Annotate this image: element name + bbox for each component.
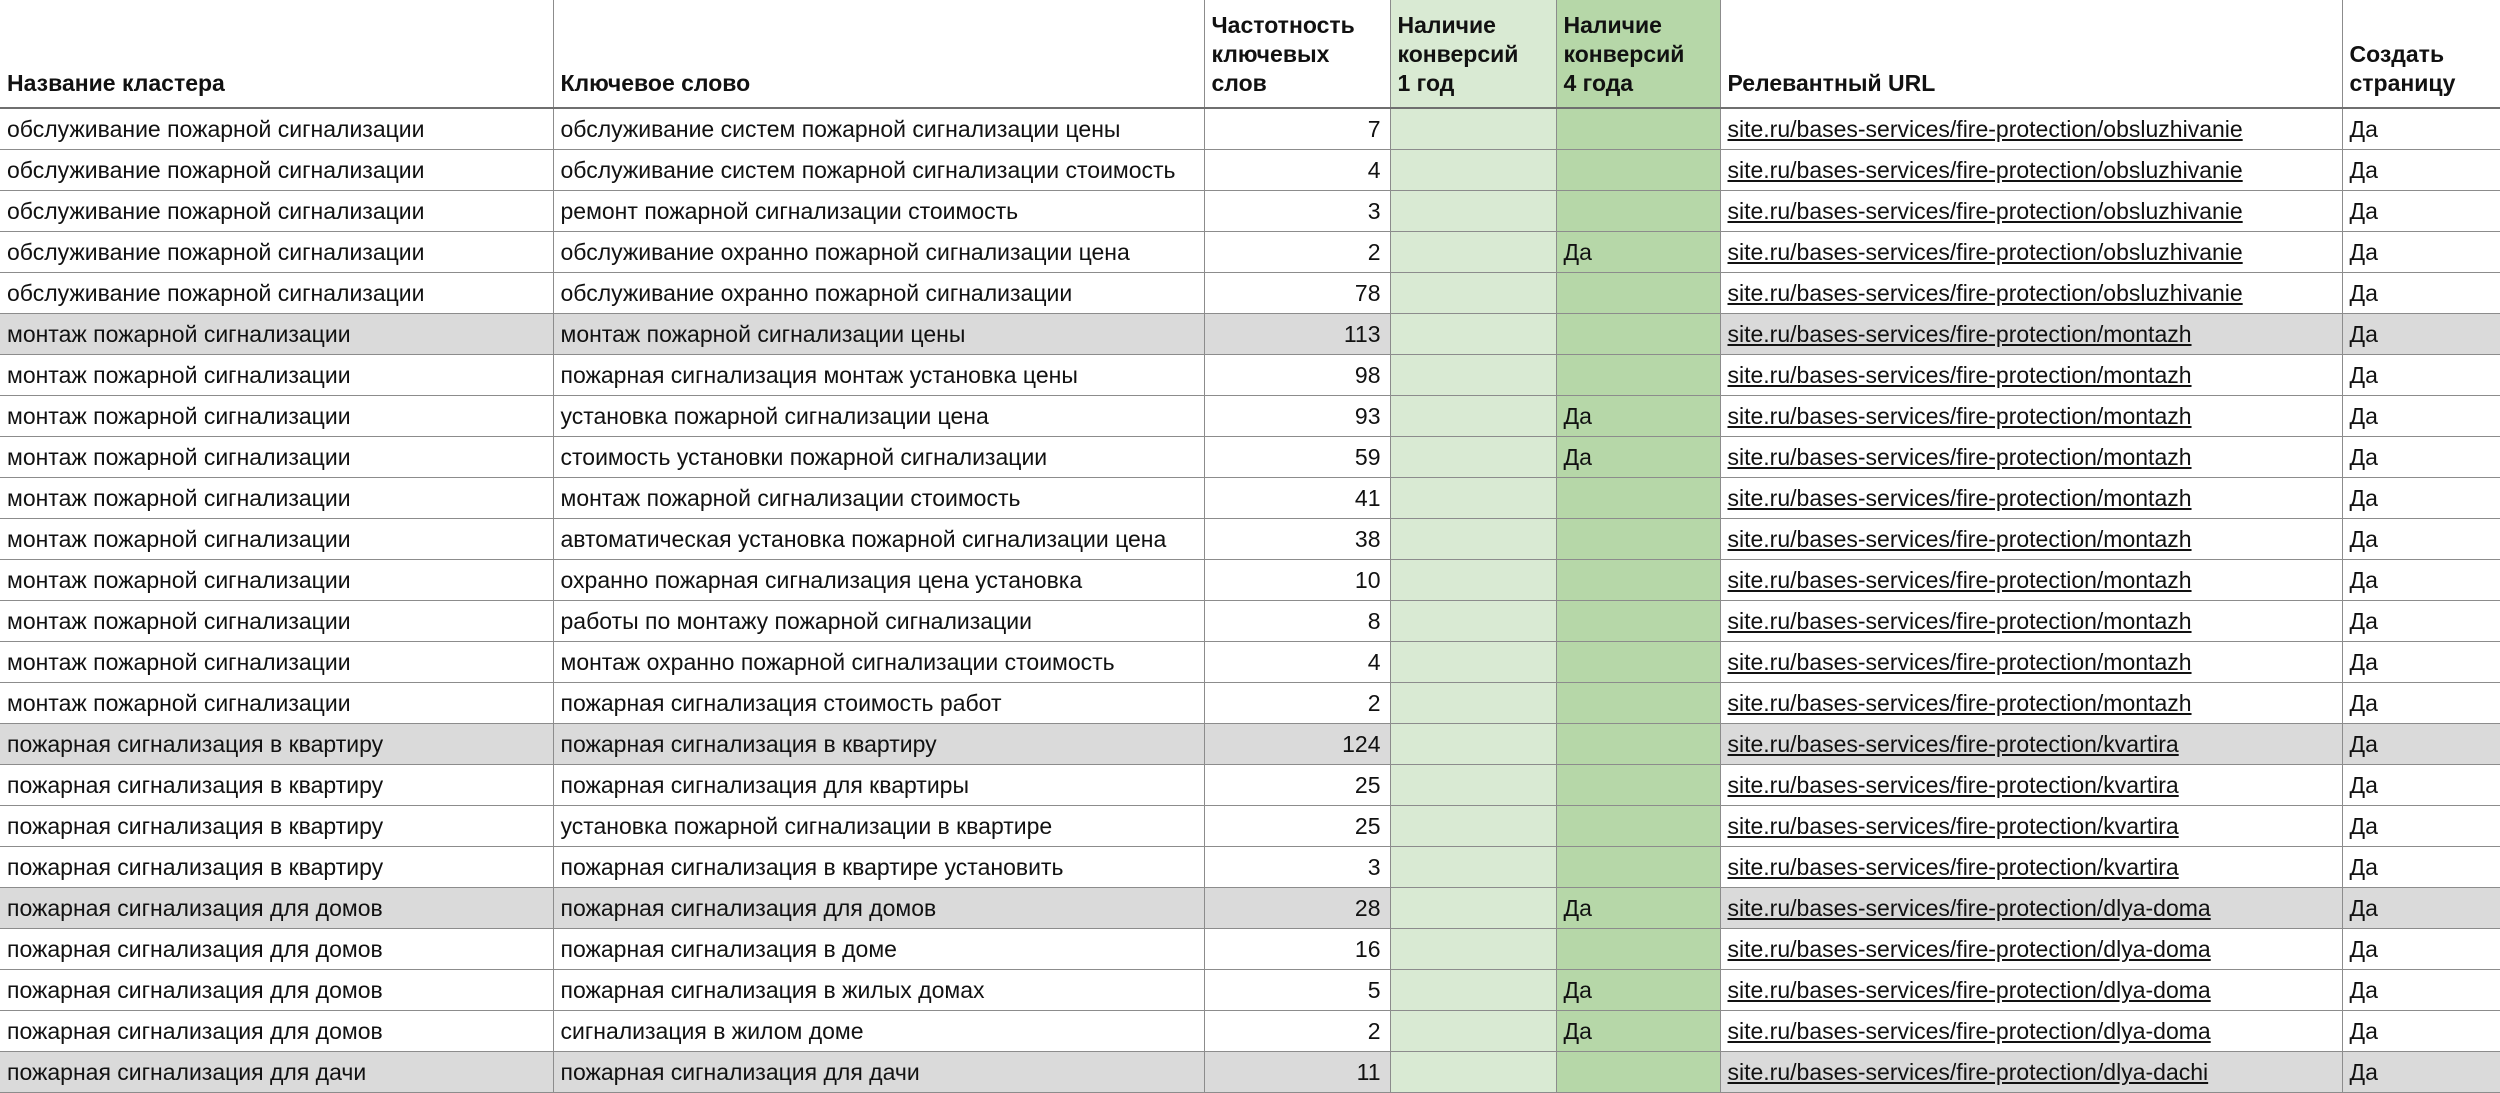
keyword-cell[interactable]: ремонт пожарной сигнализации стоимость — [553, 191, 1204, 232]
cluster-cell[interactable]: пожарная сигнализация для домов — [0, 888, 553, 929]
keyword-cell[interactable]: автоматическая установка пожарной сигнализации цена — [553, 519, 1204, 560]
create-page-cell[interactable]: Да — [2342, 273, 2500, 314]
keyword-cell[interactable]: пожарная сигнализация в квартиру — [553, 724, 1204, 765]
conversions-4-years-cell[interactable] — [1556, 847, 1720, 888]
conversions-1-year-cell[interactable] — [1390, 355, 1556, 396]
conversions-4-years-cell[interactable] — [1556, 683, 1720, 724]
header-relevant-url[interactable]: Релевантный URL — [1720, 0, 2342, 108]
relevant-url-cell[interactable]: site.ru/bases-services/fire-protection/dlya-dachi — [1720, 1052, 2342, 1093]
conversions-1-year-cell[interactable] — [1390, 601, 1556, 642]
table-row — [0, 478, 2500, 519]
table-row — [0, 1011, 2500, 1052]
keyword-cell[interactable]: пожарная сигнализация в доме — [553, 929, 1204, 970]
keyword-cell[interactable]: обслуживание систем пожарной сигнализации цены — [553, 108, 1204, 150]
frequency-cell[interactable]: 3 — [1204, 847, 1390, 888]
relevant-url-cell[interactable]: site.ru/bases-services/fire-protection/dlya-doma — [1720, 929, 2342, 970]
conversions-1-year-cell[interactable] — [1390, 847, 1556, 888]
create-page-cell[interactable]: Да — [2342, 970, 2500, 1011]
cluster-cell[interactable]: обслуживание пожарной сигнализации — [0, 150, 553, 191]
conversions-4-years-cell[interactable]: Да — [1556, 888, 1720, 929]
conversions-1-year-cell[interactable] — [1390, 929, 1556, 970]
frequency-cell[interactable]: 2 — [1204, 232, 1390, 273]
keyword-cell[interactable]: установка пожарной сигнализации цена — [553, 396, 1204, 437]
conversions-4-years-cell[interactable] — [1556, 273, 1720, 314]
conversions-1-year-cell[interactable] — [1390, 765, 1556, 806]
create-page-cell[interactable]: Да — [2342, 437, 2500, 478]
conversions-4-years-cell[interactable]: Да — [1556, 970, 1720, 1011]
cluster-cell[interactable]: монтаж пожарной сигнализации — [0, 683, 553, 724]
conversions-1-year-cell[interactable] — [1390, 560, 1556, 601]
table-row — [0, 888, 2500, 929]
conversions-1-year-cell[interactable] — [1390, 232, 1556, 273]
table-row — [0, 601, 2500, 642]
keyword-cell[interactable]: монтаж охранно пожарной сигнализации стоимость — [553, 642, 1204, 683]
create-page-cell[interactable]: Да — [2342, 1052, 2500, 1093]
relevant-url-cell[interactable]: site.ru/bases-services/fire-protection/montazh — [1720, 478, 2342, 519]
conversions-4-years-cell[interactable] — [1556, 642, 1720, 683]
keyword-cell[interactable]: обслуживание систем пожарной сигнализации стоимость — [553, 150, 1204, 191]
create-page-cell[interactable]: Да — [2342, 232, 2500, 273]
keyword-cell[interactable]: охранно пожарная сигнализация цена установка — [553, 560, 1204, 601]
conversions-4-years-cell[interactable]: Да — [1556, 396, 1720, 437]
keyword-cell[interactable]: пожарная сигнализация для квартиры — [553, 765, 1204, 806]
frequency-cell[interactable]: 2 — [1204, 683, 1390, 724]
table-row — [0, 355, 2500, 396]
table-row — [0, 519, 2500, 560]
table-row — [0, 437, 2500, 478]
create-page-cell[interactable]: Да — [2342, 108, 2500, 150]
relevant-url-cell[interactable]: site.ru/bases-services/fire-protection/montazh — [1720, 437, 2342, 478]
create-page-cell[interactable]: Да — [2342, 642, 2500, 683]
relevant-url-cell[interactable]: site.ru/bases-services/fire-protection/montazh — [1720, 355, 2342, 396]
keyword-cell[interactable]: пожарная сигнализация монтаж установка цены — [553, 355, 1204, 396]
relevant-url-cell[interactable]: site.ru/bases-services/fire-protection/obsluzhivanie — [1720, 191, 2342, 232]
keyword-cell[interactable]: стоимость установки пожарной сигнализации — [553, 437, 1204, 478]
frequency-cell[interactable]: 7 — [1204, 108, 1390, 150]
conversions-4-years-cell[interactable] — [1556, 724, 1720, 765]
conversions-1-year-cell[interactable] — [1390, 191, 1556, 232]
table-row — [0, 396, 2500, 437]
create-page-cell[interactable]: Да — [2342, 191, 2500, 232]
cluster-cell[interactable]: пожарная сигнализация в квартиру — [0, 847, 553, 888]
frequency-cell[interactable]: 78 — [1204, 273, 1390, 314]
table-row — [0, 806, 2500, 847]
create-page-cell[interactable]: Да — [2342, 478, 2500, 519]
header-row — [0, 0, 2500, 108]
conversions-4-years-cell[interactable] — [1556, 478, 1720, 519]
cluster-cell[interactable]: пожарная сигнализация для домов — [0, 970, 553, 1011]
table-row — [0, 847, 2500, 888]
relevant-url-cell[interactable]: site.ru/bases-services/fire-protection/obsluzhivanie — [1720, 273, 2342, 314]
create-page-cell[interactable]: Да — [2342, 724, 2500, 765]
cluster-cell[interactable]: монтаж пожарной сигнализации — [0, 601, 553, 642]
conversions-1-year-cell[interactable] — [1390, 806, 1556, 847]
table-row — [0, 724, 2500, 765]
conversions-4-years-cell[interactable] — [1556, 765, 1720, 806]
relevant-url-cell[interactable]: site.ru/bases-services/fire-protection/montazh — [1720, 560, 2342, 601]
create-page-cell[interactable]: Да — [2342, 765, 2500, 806]
frequency-cell[interactable]: 3 — [1204, 191, 1390, 232]
cluster-cell[interactable]: монтаж пожарной сигнализации — [0, 560, 553, 601]
create-page-cell[interactable]: Да — [2342, 519, 2500, 560]
keyword-cell[interactable]: монтаж пожарной сигнализации стоимость — [553, 478, 1204, 519]
table-row — [0, 683, 2500, 724]
table-row — [0, 150, 2500, 191]
keyword-cell[interactable]: работы по монтажу пожарной сигнализации — [553, 601, 1204, 642]
relevant-url-cell[interactable]: site.ru/bases-services/fire-protection/kvartira — [1720, 765, 2342, 806]
frequency-cell[interactable]: 4 — [1204, 642, 1390, 683]
conversions-1-year-cell[interactable] — [1390, 396, 1556, 437]
keyword-cell[interactable]: пожарная сигнализация стоимость работ — [553, 683, 1204, 724]
conversions-1-year-cell[interactable] — [1390, 1052, 1556, 1093]
conversions-4-years-cell[interactable] — [1556, 806, 1720, 847]
header-frequency[interactable]: Частотность ключевых слов — [1204, 0, 1390, 108]
create-page-cell[interactable]: Да — [2342, 601, 2500, 642]
cluster-cell[interactable]: монтаж пожарной сигнализации — [0, 437, 553, 478]
frequency-cell[interactable]: 2 — [1204, 1011, 1390, 1052]
conversions-4-years-cell[interactable] — [1556, 929, 1720, 970]
cluster-cell[interactable]: обслуживание пожарной сигнализации — [0, 273, 553, 314]
frequency-cell[interactable]: 16 — [1204, 929, 1390, 970]
keyword-cell[interactable]: обслуживание охранно пожарной сигнализации цена — [553, 232, 1204, 273]
table-row — [0, 191, 2500, 232]
frequency-cell[interactable]: 59 — [1204, 437, 1390, 478]
header-conversions-1-year[interactable]: Наличие конверсий 1 год — [1390, 0, 1556, 108]
table-body — [0, 108, 2500, 1093]
frequency-cell[interactable]: 93 — [1204, 396, 1390, 437]
conversions-1-year-cell[interactable] — [1390, 683, 1556, 724]
create-page-cell[interactable]: Да — [2342, 847, 2500, 888]
keyword-cell[interactable]: пожарная сигнализация в жилых домах — [553, 970, 1204, 1011]
cluster-cell[interactable]: монтаж пожарной сигнализации — [0, 355, 553, 396]
table-row — [0, 560, 2500, 601]
table-row — [0, 108, 2500, 150]
conversions-1-year-cell[interactable] — [1390, 150, 1556, 191]
conversions-1-year-cell[interactable] — [1390, 888, 1556, 929]
relevant-url-cell[interactable]: site.ru/bases-services/fire-protection/montazh — [1720, 601, 2342, 642]
create-page-cell[interactable]: Да — [2342, 1011, 2500, 1052]
table-row — [0, 1052, 2500, 1093]
conversions-1-year-cell[interactable] — [1390, 314, 1556, 355]
frequency-cell[interactable]: 11 — [1204, 1052, 1390, 1093]
table-row — [0, 314, 2500, 355]
keyword-cell[interactable]: монтаж пожарной сигнализации цены — [553, 314, 1204, 355]
header-create-page[interactable]: Создать страницу — [2342, 0, 2500, 108]
create-page-cell[interactable]: Да — [2342, 683, 2500, 724]
create-page-cell[interactable]: Да — [2342, 929, 2500, 970]
conversions-1-year-cell[interactable] — [1390, 108, 1556, 150]
header-keyword[interactable]: Ключевое слово — [553, 0, 1204, 108]
cluster-cell[interactable]: монтаж пожарной сигнализации — [0, 642, 553, 683]
conversions-4-years-cell[interactable] — [1556, 150, 1720, 191]
frequency-cell[interactable]: 25 — [1204, 806, 1390, 847]
table-row — [0, 232, 2500, 273]
conversions-4-years-cell[interactable]: Да — [1556, 1011, 1720, 1052]
create-page-cell[interactable]: Да — [2342, 150, 2500, 191]
cluster-cell[interactable]: пожарная сигнализация для домов — [0, 929, 553, 970]
conversions-4-years-cell[interactable] — [1556, 519, 1720, 560]
frequency-cell[interactable]: 10 — [1204, 560, 1390, 601]
conversions-1-year-cell[interactable] — [1390, 519, 1556, 560]
cluster-cell[interactable]: пожарная сигнализация в квартиру — [0, 806, 553, 847]
create-page-cell[interactable]: Да — [2342, 560, 2500, 601]
frequency-cell[interactable]: 124 — [1204, 724, 1390, 765]
conversions-1-year-cell[interactable] — [1390, 478, 1556, 519]
cluster-cell[interactable]: монтаж пожарной сигнализации — [0, 396, 553, 437]
relevant-url-cell[interactable]: site.ru/bases-services/fire-protection/dlya-doma — [1720, 970, 2342, 1011]
conversions-4-years-cell[interactable] — [1556, 191, 1720, 232]
table-row — [0, 929, 2500, 970]
header-conversions-4-years[interactable]: Наличие конверсий 4 года — [1556, 0, 1720, 108]
frequency-cell[interactable]: 5 — [1204, 970, 1390, 1011]
conversions-4-years-cell[interactable]: Да — [1556, 437, 1720, 478]
cluster-cell[interactable]: монтаж пожарной сигнализации — [0, 314, 553, 355]
keyword-cell[interactable]: обслуживание охранно пожарной сигнализации — [553, 273, 1204, 314]
table-row — [0, 642, 2500, 683]
cluster-cell[interactable]: пожарная сигнализация в квартиру — [0, 765, 553, 806]
relevant-url-cell[interactable]: site.ru/bases-services/fire-protection/obsluzhivanie — [1720, 232, 2342, 273]
table-row — [0, 765, 2500, 806]
conversions-1-year-cell[interactable] — [1390, 1011, 1556, 1052]
create-page-cell[interactable]: Да — [2342, 888, 2500, 929]
relevant-url-cell[interactable]: site.ru/bases-services/fire-protection/kvartira — [1720, 806, 2342, 847]
conversions-1-year-cell[interactable] — [1390, 724, 1556, 765]
conversions-1-year-cell[interactable] — [1390, 970, 1556, 1011]
cluster-cell[interactable]: монтаж пожарной сигнализации — [0, 478, 553, 519]
conversions-1-year-cell[interactable] — [1390, 642, 1556, 683]
create-page-cell[interactable]: Да — [2342, 355, 2500, 396]
conversions-4-years-cell[interactable] — [1556, 314, 1720, 355]
frequency-cell[interactable]: 25 — [1204, 765, 1390, 806]
create-page-cell[interactable]: Да — [2342, 806, 2500, 847]
conversions-4-years-cell[interactable] — [1556, 560, 1720, 601]
cluster-cell[interactable]: обслуживание пожарной сигнализации — [0, 232, 553, 273]
cluster-cell[interactable]: пожарная сигнализация для домов — [0, 1011, 553, 1052]
relevant-url-cell[interactable]: site.ru/bases-services/fire-protection/dlya-doma — [1720, 888, 2342, 929]
relevant-url-cell[interactable]: site.ru/bases-services/fire-protection/obsluzhivanie — [1720, 108, 2342, 150]
relevant-url-cell[interactable]: site.ru/bases-services/fire-protection/montazh — [1720, 396, 2342, 437]
relevant-url-cell[interactable]: site.ru/bases-services/fire-protection/montazh — [1720, 519, 2342, 560]
conversions-4-years-cell[interactable] — [1556, 355, 1720, 396]
relevant-url-cell[interactable]: site.ru/bases-services/fire-protection/kvartira — [1720, 724, 2342, 765]
frequency-cell[interactable]: 38 — [1204, 519, 1390, 560]
conversions-4-years-cell[interactable] — [1556, 601, 1720, 642]
keyword-cell[interactable]: сигнализация в жилом доме — [553, 1011, 1204, 1052]
conversions-1-year-cell[interactable] — [1390, 273, 1556, 314]
frequency-cell[interactable]: 4 — [1204, 150, 1390, 191]
keyword-cell[interactable]: пожарная сигнализация для домов — [553, 888, 1204, 929]
keyword-cell[interactable]: пожарная сигнализация для дачи — [553, 1052, 1204, 1093]
header-cluster[interactable]: Название кластера — [0, 0, 553, 108]
create-page-cell[interactable]: Да — [2342, 396, 2500, 437]
frequency-cell[interactable]: 28 — [1204, 888, 1390, 929]
keyword-cell[interactable]: пожарная сигнализация в квартире установить — [553, 847, 1204, 888]
frequency-cell[interactable]: 8 — [1204, 601, 1390, 642]
cluster-cell[interactable]: монтаж пожарной сигнализации — [0, 519, 553, 560]
keyword-cell[interactable]: установка пожарной сигнализации в квартире — [553, 806, 1204, 847]
conversions-4-years-cell[interactable]: Да — [1556, 232, 1720, 273]
table-row — [0, 273, 2500, 314]
relevant-url-cell[interactable]: site.ru/bases-services/fire-protection/montazh — [1720, 642, 2342, 683]
create-page-cell[interactable]: Да — [2342, 314, 2500, 355]
cluster-cell[interactable]: обслуживание пожарной сигнализации — [0, 191, 553, 232]
cluster-cell[interactable]: пожарная сигнализация в квартиру — [0, 724, 553, 765]
frequency-cell[interactable]: 98 — [1204, 355, 1390, 396]
relevant-url-cell[interactable]: site.ru/bases-services/fire-protection/kvartira — [1720, 847, 2342, 888]
conversions-4-years-cell[interactable] — [1556, 108, 1720, 150]
relevant-url-cell[interactable]: site.ru/bases-services/fire-protection/montazh — [1720, 314, 2342, 355]
frequency-cell[interactable]: 41 — [1204, 478, 1390, 519]
cluster-cell[interactable]: пожарная сигнализация для дачи — [0, 1052, 553, 1093]
frequency-cell[interactable]: 113 — [1204, 314, 1390, 355]
relevant-url-cell[interactable]: site.ru/bases-services/fire-protection/obsluzhivanie — [1720, 150, 2342, 191]
table-row — [0, 970, 2500, 1011]
conversions-4-years-cell[interactable] — [1556, 1052, 1720, 1093]
relevant-url-cell[interactable]: site.ru/bases-services/fire-protection/montazh — [1720, 683, 2342, 724]
conversions-1-year-cell[interactable] — [1390, 437, 1556, 478]
relevant-url-cell[interactable]: site.ru/bases-services/fire-protection/dlya-doma — [1720, 1011, 2342, 1052]
cluster-cell[interactable]: обслуживание пожарной сигнализации — [0, 108, 553, 150]
